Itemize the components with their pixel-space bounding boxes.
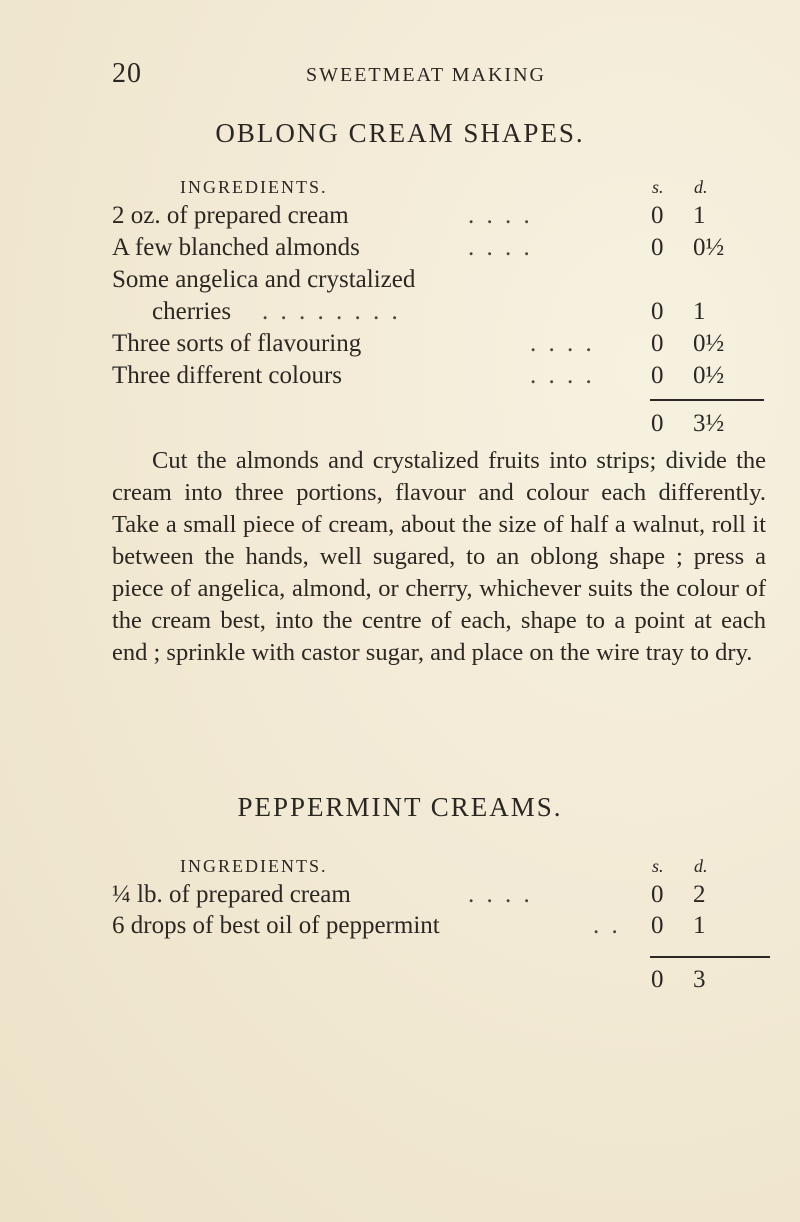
ingredient-name: A few blanched almonds <box>112 234 360 261</box>
ingredient-pence: 1 <box>693 298 706 325</box>
shillings-column-header: s. <box>652 177 664 197</box>
ingredient-row <box>0 362 800 396</box>
ingredient-pence: 2 <box>693 881 706 908</box>
ingredient-shillings: 0 <box>651 912 664 939</box>
ingredient-shillings: 0 <box>651 298 664 325</box>
ingredient-row <box>0 234 800 268</box>
running-head <box>0 58 800 98</box>
ingredient-row <box>0 266 800 300</box>
ingredient-name: Some angelica and crystalized <box>112 266 416 293</box>
ingredients-label: INGREDIENTS. <box>180 856 328 876</box>
leader-dots: . . <box>593 912 621 939</box>
ingredients-label: INGREDIENTS. <box>180 177 328 197</box>
running-title: SWEETMEAT MAKING <box>306 64 546 86</box>
ingredient-name: ¼ lb. of prepared cream <box>112 881 351 908</box>
leader-dots: . . . . <box>468 234 533 261</box>
ingredient-pence: 0½ <box>693 362 725 389</box>
total-rule <box>650 399 764 401</box>
ingredient-shillings: 0 <box>651 362 664 389</box>
recipe-title: OBLONG CREAM SHAPES. <box>215 118 585 148</box>
ingredient-shillings: 0 <box>651 881 664 908</box>
total-pence: 3 <box>693 966 706 993</box>
recipe-title: PEPPERMINT CREAMS. <box>237 792 563 822</box>
ingredient-pence: 1 <box>693 912 706 939</box>
ingredient-name: Three sorts of flavouring <box>112 330 362 357</box>
ingredient-name: 6 drops of best oil of peppermint <box>112 912 440 939</box>
total-pence: 3½ <box>693 410 725 437</box>
pence-column-header: d. <box>694 856 708 876</box>
shillings-column-header: s. <box>652 856 664 876</box>
total-shillings: 0 <box>651 966 664 993</box>
total-rule <box>650 956 770 958</box>
ingredient-row <box>0 881 800 915</box>
ingredient-shillings: 0 <box>651 330 664 357</box>
ingredient-name: Three different colours <box>112 362 342 389</box>
total-shillings: 0 <box>651 410 664 437</box>
leader-dots: . . . . . . . . <box>262 298 401 325</box>
ingredient-row <box>0 912 800 946</box>
ingredient-pence: 0½ <box>693 330 725 357</box>
pence-column-header: d. <box>694 177 708 197</box>
ingredient-row <box>0 330 800 364</box>
leader-dots: . . . . <box>530 330 595 357</box>
ingredient-pence: 1 <box>693 202 706 229</box>
leader-dots: . . . . <box>530 362 595 389</box>
ingredient-name: cherries <box>152 298 232 325</box>
page-number: 20 <box>112 58 142 89</box>
method-paragraph: Cut the almonds and crystalized fruits into strips; divide the cream into three portions, flavour and colour each differently. Take a small piece of cream, about the size of half a walnut, roll it between the hands, well sugared, to an oblong shape ; press a piece of angelica, almond, or cherry, whichever suits the colour of the cream best, into the centre of each, shape to a point at each end ; sprinkle with castor sugar, and place on the wire tray to dry. <box>112 446 766 666</box>
ingredient-row <box>0 202 800 236</box>
ingredient-name: 2 oz. of prepared cream <box>112 202 349 229</box>
ingredient-shillings: 0 <box>651 234 664 261</box>
ingredient-pence: 0½ <box>693 234 725 261</box>
ingredient-row <box>0 298 800 332</box>
ingredient-shillings: 0 <box>651 202 664 229</box>
leader-dots: . . . . <box>468 202 533 229</box>
leader-dots: . . . . <box>468 881 533 908</box>
